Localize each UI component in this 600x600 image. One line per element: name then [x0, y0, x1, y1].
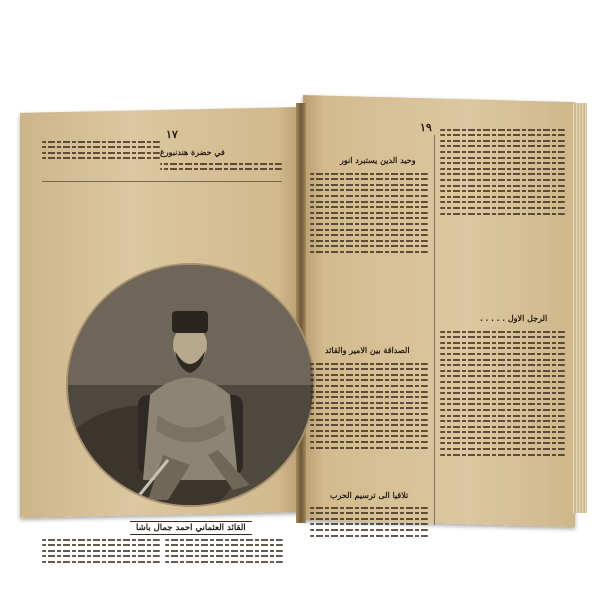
- right-col2-block-1: [310, 169, 428, 257]
- left-top-text-block-a: [42, 137, 160, 163]
- book-spine: [296, 103, 306, 523]
- left-page-heading: في حضرة هندنبورغ: [160, 147, 225, 157]
- left-page-number: ١٧: [166, 128, 178, 141]
- right-col2-block-2: [310, 359, 428, 452]
- open-book: [20, 95, 588, 533]
- right-col2-heading-3: تلاقيا الى ترسيم الحرب: [330, 490, 409, 500]
- left-bottom-text-block-b: [165, 535, 283, 567]
- left-bottom-text-block-a: [42, 535, 160, 567]
- column-divider: [434, 135, 435, 525]
- right-col1-block-2: [440, 327, 565, 459]
- general-portrait-photo: [68, 265, 313, 505]
- right-page-number: ١٩: [420, 121, 432, 134]
- page-edges: [573, 103, 587, 513]
- right-col1-block-1: [440, 125, 565, 218]
- right-col2-heading-2: الصداقة بين الامير والقائد: [325, 345, 410, 355]
- left-top-rule: [42, 181, 282, 182]
- right-col2-block-3: [310, 503, 428, 540]
- left-top-text-block-b: [160, 159, 282, 174]
- portrait-caption: القائد العثماني احمد جمال باشا: [130, 521, 252, 535]
- right-col1-heading: الرجل الاول . . . . .: [480, 313, 548, 323]
- right-col2-heading-1: وحيد الدين يستبرد انور: [340, 155, 416, 165]
